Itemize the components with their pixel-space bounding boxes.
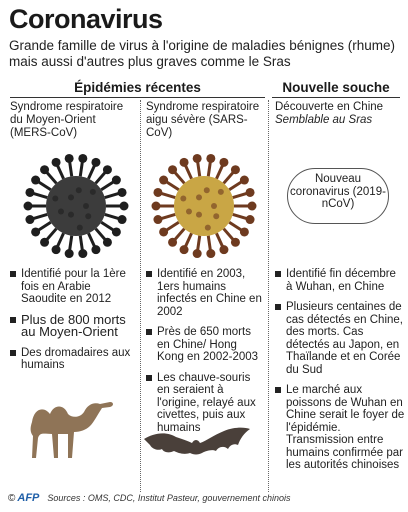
- camel-icon: [14, 392, 122, 460]
- virus-spike-head: [118, 215, 127, 224]
- virus-spike-head: [153, 188, 162, 197]
- virus-spike-head: [52, 158, 61, 167]
- virus-spike-head: [193, 249, 202, 258]
- virus-surface-dot: [213, 213, 219, 219]
- virus-spike-head: [103, 165, 112, 174]
- virus-surface-dot: [180, 195, 186, 201]
- virus-spike-head: [246, 215, 255, 224]
- virus-spike-head: [52, 245, 61, 254]
- virus-surface-dot: [211, 203, 217, 209]
- virus-spike-head: [206, 249, 215, 258]
- new-coronavirus-bubble: Nouveau coronavirus (2019-nCoV): [287, 168, 389, 224]
- virus-spike-head: [159, 227, 168, 236]
- new-bullets: [275, 268, 405, 480]
- new-discovery: Découverte en Chine: [275, 101, 384, 113]
- header-underline-new: [272, 97, 400, 98]
- new-bullet: Identifié fin décembre à Wuhan, en Chine: [275, 268, 405, 293]
- virus-spike-head: [40, 165, 49, 174]
- virus-spike-head: [103, 238, 112, 247]
- virus-spike-head: [168, 238, 177, 247]
- virus-sars-icon: [140, 150, 268, 262]
- virus-spike-head: [25, 188, 34, 197]
- mers-bullet: Des dromadaires aux humains: [10, 347, 138, 372]
- sources-text: Sources : OMS, CDC, Institut Pasteur, gouvernement chinois: [47, 493, 291, 503]
- header-recent-epidemics: Épidémies récentes: [74, 80, 201, 95]
- bat-icon: [142, 425, 252, 461]
- virus-spike-head: [231, 238, 240, 247]
- virus-spike-head: [65, 154, 74, 163]
- page-subtitle: Grande famille de virus à l'origine de maladies bénignes (rhume) mais aussi d'autres plus graves comme le Sras: [9, 38, 396, 69]
- virus-surface-dot: [77, 225, 83, 231]
- page-title: Coronavirus: [9, 4, 163, 34]
- virus-spike-head: [248, 202, 257, 211]
- mers-bullet: Identifié pour la 1ère fois en Arabie Saoudite en 2012: [10, 268, 138, 306]
- virus-surface-dot: [205, 225, 211, 231]
- virus-spike-head: [31, 227, 40, 236]
- virus-spike-head: [153, 215, 162, 224]
- virus-spike-head: [193, 154, 202, 163]
- header-underline-epidemics: [10, 97, 265, 98]
- virus-spike-head: [180, 158, 189, 167]
- virus-spike-head: [206, 154, 215, 163]
- virus-spike-head: [246, 188, 255, 197]
- column-divider: [268, 100, 269, 492]
- virus-spike-head: [112, 227, 121, 236]
- virus-surface-dot: [68, 194, 74, 200]
- virus-surface-dot: [204, 187, 210, 193]
- virus-spike-head: [78, 249, 87, 258]
- virus-spike-head: [231, 165, 240, 174]
- mers-name: Syndrome respiratoire du Moyen-Orient (MERS-CoV): [10, 101, 124, 139]
- sars-bullets: [146, 268, 266, 442]
- sars-bullet: Les chauve-souris en seraient à l'origine, relayé aux civettes, puis aux humains: [146, 372, 266, 435]
- new-strain-description: [275, 101, 403, 127]
- virus-spike-head: [112, 176, 121, 185]
- virus-surface-dot: [90, 189, 96, 195]
- virus-spike-head: [152, 202, 161, 211]
- virus-surface-dot: [76, 187, 82, 193]
- new-similar: Semblable au Sras: [275, 114, 373, 126]
- sars-bullet: Près de 650 morts en Chine/ Hong Kong en 2002-2003: [146, 326, 266, 364]
- virus-spike-head: [120, 202, 129, 211]
- virus-spike-head: [168, 165, 177, 174]
- virus-spike-head: [65, 249, 74, 258]
- header-new-strain: Nouvelle souche: [282, 80, 390, 95]
- virus-surface-dot: [68, 212, 74, 218]
- virus-spike-head: [91, 158, 100, 167]
- virus-surface-dot: [58, 208, 64, 214]
- virus-spike-head: [25, 215, 34, 224]
- virus-body: [174, 176, 234, 236]
- virus-surface-dot: [52, 195, 58, 201]
- virus-surface-dot: [186, 208, 192, 214]
- footer: [8, 491, 290, 505]
- copyright-symbol: ©: [8, 492, 16, 504]
- virus-surface-dot: [196, 212, 202, 218]
- virus-spike-head: [40, 238, 49, 247]
- virus-surface-dot: [85, 213, 91, 219]
- sars-name: Syndrome respiratoire aigu sévère (SARS-CoV): [146, 101, 260, 139]
- new-bullet: Le marché aux poissons de Wuhan en Chine serait le foyer de l'épidémie. Transmission entre humains confirmée par les autorités chinoises: [275, 384, 405, 472]
- virus-spike-head: [240, 176, 249, 185]
- sars-bullet: Identifié en 2003, 1ers humains infectés en Chine en 2002: [146, 268, 266, 318]
- virus-spike-head: [78, 154, 87, 163]
- virus-spike-head: [118, 188, 127, 197]
- virus-surface-dot: [83, 203, 89, 209]
- virus-spike-head: [31, 176, 40, 185]
- virus-spike-head: [91, 245, 100, 254]
- virus-spike-head: [240, 227, 249, 236]
- virus-spike-head: [180, 245, 189, 254]
- virus-spike-head: [24, 202, 33, 211]
- virus-mers-icon: [12, 150, 140, 262]
- new-bullet: Plusieurs centaines de cas détectés en Chine, des morts. Cas détectés au Japon, en Thaïlande et en Corée du Sud: [275, 301, 405, 376]
- virus-spike-head: [219, 245, 228, 254]
- virus-spike-head: [159, 176, 168, 185]
- mers-bullets: [10, 268, 138, 380]
- virus-surface-dot: [218, 189, 224, 195]
- virus-spike-head: [219, 158, 228, 167]
- mers-bullet: Plus de 800 morts au Moyen-Orient: [10, 314, 138, 339]
- afp-logo: AFP: [17, 492, 40, 504]
- virus-surface-dot: [196, 194, 202, 200]
- virus-body: [46, 176, 106, 236]
